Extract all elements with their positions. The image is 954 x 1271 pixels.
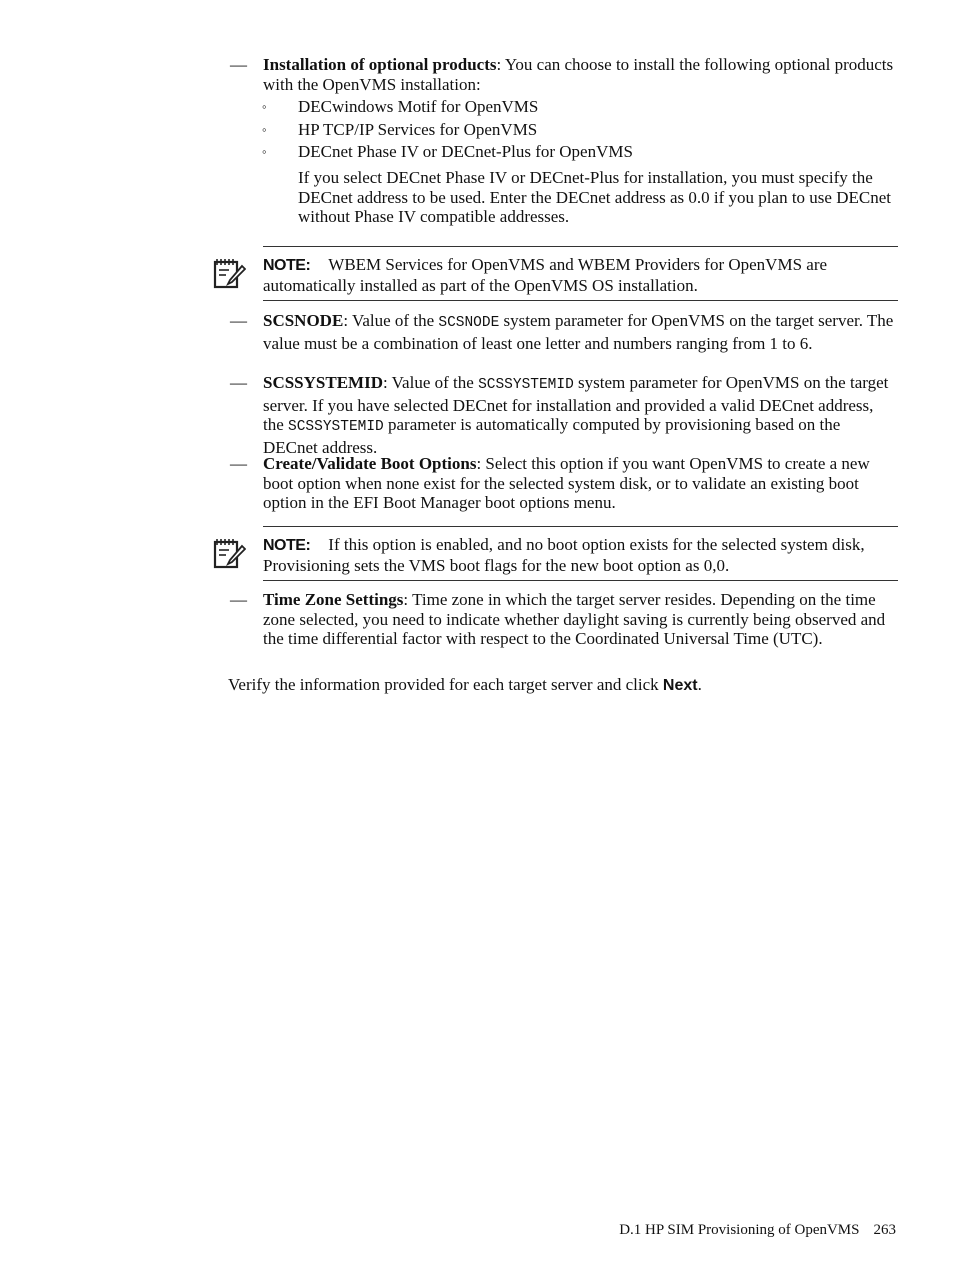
note-top-rule: [263, 526, 898, 527]
note-box: [212, 246, 898, 302]
em-dash: —: [230, 55, 247, 74]
term-scssystemid: SCSSYSTEMID: [263, 373, 383, 392]
note-label: NOTE:: [263, 537, 311, 554]
term-scsnode: SCSNODE: [263, 311, 344, 330]
sub-item-tcpip: ◦ HP TCP/IP Services for OpenVMS: [262, 120, 538, 139]
decnet-paragraph: If you select DECnet Phase IV or DECnet-Plus for installation, you must specify the DECnet address to be used. Enter the DECnet address as 0.0 if you plan to use DECnet without Phase IV compatible addresses.: [298, 168, 891, 226]
note-box: [212, 526, 898, 582]
note-bottom-rule: [263, 300, 898, 301]
footer-section-title: D.1 HP SIM Provisioning of OpenVMS: [619, 1222, 860, 1238]
next-button-reference: Next: [662, 677, 698, 694]
code-scssystemid-2: SCSSYSTEMID: [288, 419, 384, 435]
note-bottom-rule: [263, 580, 898, 581]
term-installation: Installation of optional products: [263, 55, 497, 74]
list-item-boot-options: — Create/Validate Boot Options: Select this option if you want OpenVMS to create a new boot option when none exist for the selected system disk, or to validate an existing boot option in the EFI Boot Manager boot options menu.: [230, 454, 870, 512]
list-item-scssystemid: — SCSSYSTEMID: Value of the SCSSYSTEMID system parameter for OpenVMS on the target server. If you have selected DECnet for installation and provided a valid DECnet address, the SCSSYSTEMID parameter is automatically computed by provisioning based on the DECnet address.: [230, 373, 889, 457]
list-item-scsnode: — SCSNODE: Value of the SCSNODE system parameter for OpenVMS on the target server. The value must be a combination of least one letter and numbers ranging from 1 to 6.: [230, 311, 894, 353]
em-dash: —: [230, 311, 247, 330]
note-label: NOTE:: [263, 257, 311, 274]
note-pencil-icon: [212, 536, 246, 575]
note-top-rule: [263, 246, 898, 247]
term-boot-options: Create/Validate Boot Options: [263, 454, 477, 473]
note-pencil-icon: [212, 256, 246, 295]
sub-item-decwindows: ◦ DECwindows Motif for OpenVMS: [262, 97, 539, 116]
note-text: WBEM Services for OpenVMS and WBEM Providers for OpenVMS are automatically installed as part of the OpenVMS OS installation.: [263, 255, 828, 295]
term-time-zone: Time Zone Settings: [263, 590, 404, 609]
list-item-installation: — Installation of optional products: You can choose to install the following optional products with the OpenVMS installation:: [230, 55, 894, 94]
page-number: 263: [873, 1222, 896, 1238]
list-item-time-zone: — Time Zone Settings: Time zone in which the target server resides. Depending on the time zone selected, you need to indicate whether daylight saving is currently being observed and the time differential factor with respect to the Coordinated Universal Time (UTC).: [230, 590, 886, 648]
page-footer: [619, 1221, 896, 1241]
bullet-circle: ◦: [262, 99, 267, 114]
em-dash: —: [230, 454, 247, 473]
note-text: If this option is enabled, and no boot option exists for the selected system disk, Provisioning sets the VMS boot flags for the new boot option as 0,0.: [263, 535, 865, 575]
bullet-circle: ◦: [262, 122, 267, 137]
code-scsnode: SCSNODE: [438, 315, 500, 331]
sub-item-decnet: ◦ DECnet Phase IV or DECnet-Plus for OpenVMS: [262, 142, 633, 161]
em-dash: —: [230, 590, 247, 609]
em-dash: —: [230, 373, 247, 392]
bullet-circle: ◦: [262, 144, 267, 159]
code-scssystemid: SCSSYSTEMID: [478, 377, 574, 393]
verify-paragraph: Verify the information provided for each target server and click Next.: [228, 675, 702, 694]
